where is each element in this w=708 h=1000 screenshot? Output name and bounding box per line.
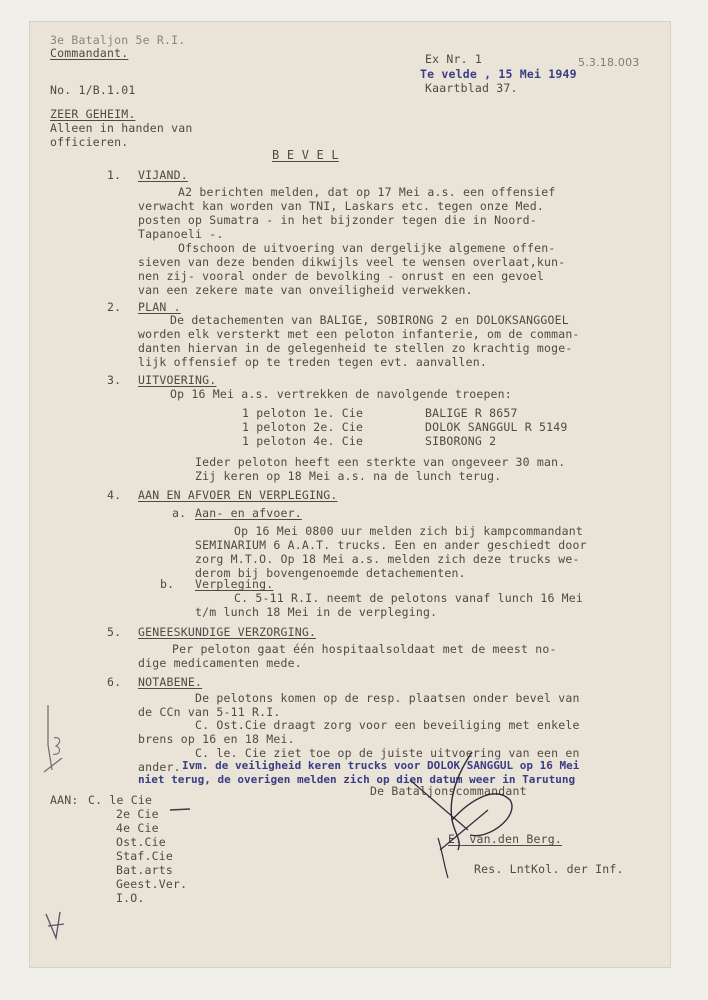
section-text-line: C. le. Cie ziet toe op de juiste uitvoering van een en xyxy=(195,746,580,760)
section-text-line: zorg M.T.O. Op 18 Mei a.s. melden zich deze trucks we- xyxy=(195,552,580,566)
distribution-label: AAN: xyxy=(50,793,79,807)
section-number: 3. xyxy=(107,373,122,387)
section-text-line: posten op Sumatra - in het bijzonder tegen die in Noord- xyxy=(138,213,537,227)
classification-line-3: officieren. xyxy=(50,135,129,149)
section-text-line: brens op 16 en 18 Mei. xyxy=(138,732,295,746)
subsection-label: a. xyxy=(172,506,187,520)
classification-secret: ZEER GEHEIM. xyxy=(50,107,136,121)
overprint-line-2: niet terug, de overigen melden zich op dien datum weer in Tarutung xyxy=(138,773,576,786)
section-number: 6. xyxy=(107,675,122,689)
document-title: B E V E L xyxy=(272,148,339,162)
commander-name: E. van.den Berg. xyxy=(448,832,562,846)
distribution-item: Ost.Cie xyxy=(116,835,166,849)
troop-unit: 1 peloton 2e. Cie xyxy=(242,420,364,434)
section-number: 4. xyxy=(107,488,122,502)
section-number: 2. xyxy=(107,300,122,314)
section-text-line: Ieder peloton heeft een sterkte van ongeveer 30 man. xyxy=(195,455,566,469)
section-text-line: C. Ost.Cie draagt zorg voor een beveiliging met enkele xyxy=(195,718,580,732)
troop-destination: SIBORONG 2 xyxy=(425,434,497,448)
section-heading-uitvoering: UITVOERING. xyxy=(138,373,217,387)
ex-number: Ex Nr. 1 xyxy=(425,52,482,66)
section-heading-aan-en-afvoer: AAN EN AFVOER EN VERPLEGING. xyxy=(138,488,338,502)
troop-destination: DOLOK SANGGUL R 5149 xyxy=(425,420,568,434)
signoff: De Bataljonscommandant xyxy=(370,784,527,798)
section-text-line: Op 16 Mei 0800 uur melden zich bij kampcommandant xyxy=(234,524,584,538)
pencil-margin-mark xyxy=(38,700,68,780)
section-text-line: nen zij- vooral onder de bevolking - onrust en een gevoel xyxy=(138,269,545,283)
distribution-item: Bat.arts xyxy=(116,863,173,877)
overprint-line-1: Ivm. de veiligheid keren trucks voor DOLOK SANGGUL op 16 Mei xyxy=(182,759,580,772)
place-date: Te velde , 15 Mei 1949 xyxy=(420,67,577,81)
distribution-item: I.O. xyxy=(116,891,145,905)
section-text-line: C. 5-11 R.I. neemt de pelotons vanaf lunch 16 Mei xyxy=(234,591,584,605)
commander-rank: Res. LntKol. der Inf. xyxy=(474,862,624,876)
section-text-line: De detachementen van BALIGE, SOBIRONG 2 en DOLOKSANGGOEL xyxy=(170,313,569,327)
section-text-line: derom bij bovengenoemde detachementen. xyxy=(195,566,466,580)
section-text-line: t/m lunch 18 Mei in de verpleging. xyxy=(195,605,438,619)
section-text-line: worden elk versterkt met een peloton infanterie, om de comman- xyxy=(138,327,580,341)
distribution-item: Staf.Cie xyxy=(116,849,173,863)
document-number: No. 1/B.1.01 xyxy=(50,83,136,97)
archive-reference: 5.3.18.003 xyxy=(578,56,640,69)
unit-line-1: 3e Bataljon 5e R.I. xyxy=(50,33,186,47)
pencil-dash-mark xyxy=(168,806,192,814)
distribution-item: 4e Cie xyxy=(116,821,159,835)
section-text-line: Zij keren op 18 Mei a.s. na de lunch terug. xyxy=(195,469,502,483)
section-text-line: lijk offensief op te treden tegen evt. aanvallen. xyxy=(138,355,488,369)
map-sheet: Kaartblad 37. xyxy=(425,81,518,95)
section-text-line: ander. xyxy=(138,760,181,774)
section-number: 5. xyxy=(107,625,122,639)
section-heading-plan: PLAN . xyxy=(138,300,181,314)
troop-destination: BALIGE R 8657 xyxy=(425,406,518,420)
section-text-line: de CCn van 5-11 R.I. xyxy=(138,705,281,719)
section-text-line: A2 berichten melden, dat op 17 Mei a.s. een offensief xyxy=(178,185,556,199)
distribution-item: C. le Cie xyxy=(88,793,153,807)
handwritten-signature xyxy=(400,740,600,890)
section-text-line: dige medicamenten mede. xyxy=(138,656,302,670)
distribution-item: Geest.Ver. xyxy=(116,877,188,891)
section-text-line: Per peloton gaat één hospitaalsoldaat met de meest no- xyxy=(172,642,557,656)
section-text-line: verwacht kan worden van TNI, Laskars etc. tegen onze Med. xyxy=(138,199,545,213)
section-text-line: danten hiervan in de gelegenheid te stellen zo krachtig moge- xyxy=(138,341,573,355)
subsection-heading-verpleging: Verpleging. xyxy=(195,577,274,591)
section-heading-geneeskundige: GENEESKUNDIGE VERZORGING. xyxy=(138,625,317,639)
section-text-line: sieven van deze benden dikwijls veel te wensen overlaat,kun- xyxy=(138,255,566,269)
subsection-label: b. xyxy=(160,577,175,591)
section-text-line: Ofschoon de uitvoering van dergelijke algemene offen- xyxy=(178,241,556,255)
section-text-line: SEMINARIUM 6 A.A.T. trucks. Een en ander geschiedt door xyxy=(195,538,587,552)
distribution-item: 2e Cie xyxy=(116,807,159,821)
section-text-line: Tapanoeli -. xyxy=(138,227,224,241)
section-number: 1. xyxy=(107,168,122,182)
classification-line-2: Alleen in handen van xyxy=(50,121,193,135)
section-heading-notabene: NOTABENE. xyxy=(138,675,203,689)
section-text-line: van een zekere mate van onveiligheid verwekken. xyxy=(138,283,473,297)
troop-unit: 1 peloton 4e. Cie xyxy=(242,434,364,448)
troop-unit: 1 peloton 1e. Cie xyxy=(242,406,364,420)
subsection-heading-aanvoer: Aan- en afvoer. xyxy=(195,506,302,520)
section-text-line: De pelotons komen op de resp. plaatsen onder bevel van xyxy=(195,691,580,705)
section-heading-vijand: VIJAND. xyxy=(138,168,188,182)
pencil-initial-mark xyxy=(42,908,70,944)
section-text-line: Op 16 Mei a.s. vertrekken de navolgende troepen: xyxy=(170,387,512,401)
unit-line-2: Commandant. xyxy=(50,46,129,60)
